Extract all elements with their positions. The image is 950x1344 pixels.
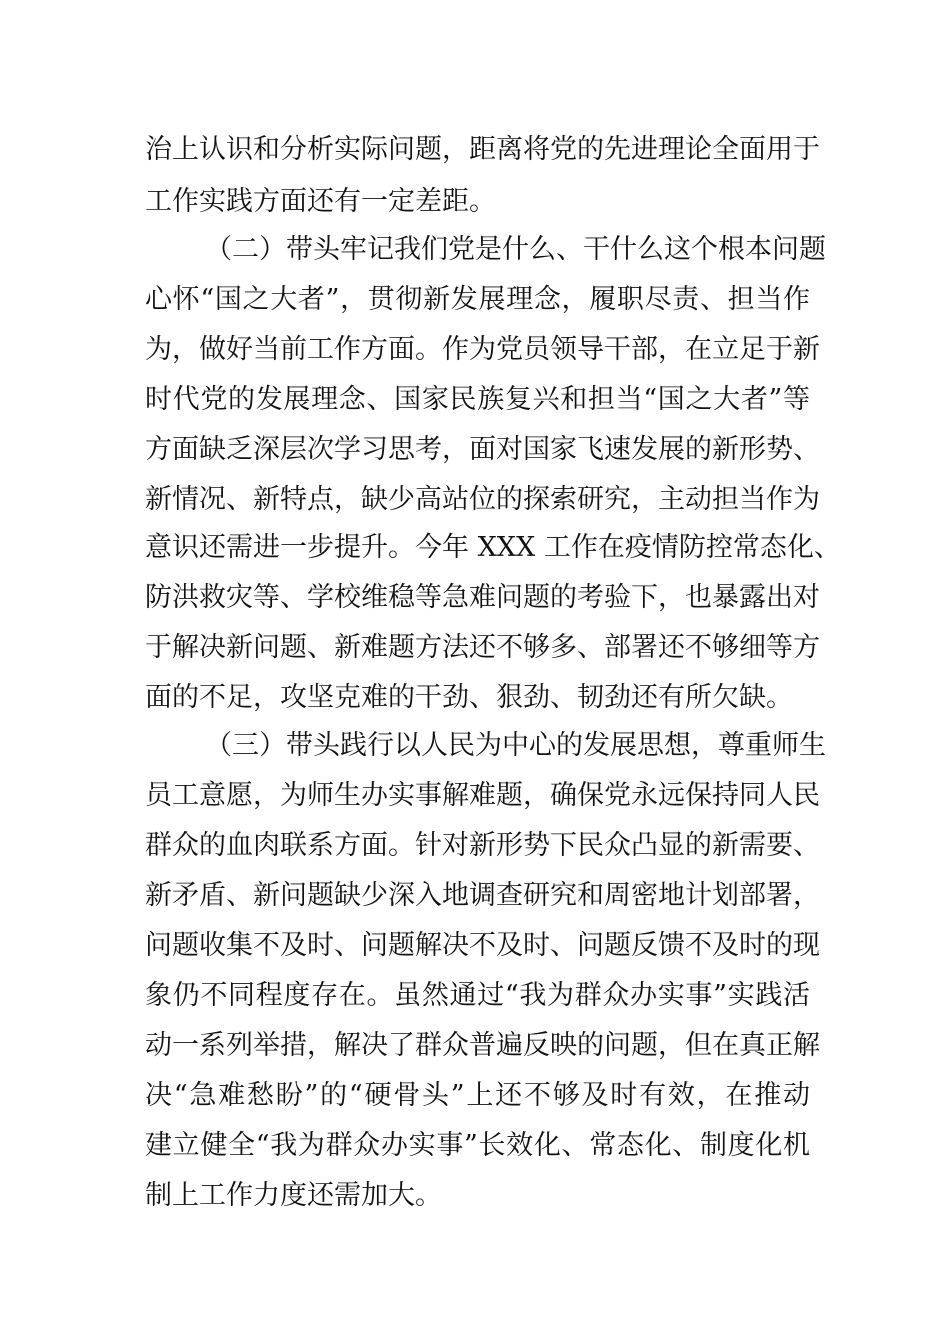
paragraph-heading-3: （三）带头践行以人民为中心的发展思想，尊重师生: [205, 730, 826, 761]
text-line: 防洪救灾等、学校维稳等急难问题的考验下，也暴露出对: [145, 582, 820, 613]
text-line: 员工意愿，为师生办实事解难题，确保党永远保持同人民: [145, 780, 820, 811]
text-line: 决“急难愁盼”的“硬骨头”上还不够及时有效，在推动: [145, 1080, 810, 1111]
paragraph-heading-2: （二）带头牢记我们党是什么、干什么这个根本问题: [205, 234, 826, 265]
text-line: 方面缺乏深层次学习思考，面对国家飞速发展的新形势、: [145, 434, 820, 465]
text-line: 面的不足，攻坚克难的干劲、狠劲、韧劲还有所欠缺。: [145, 682, 793, 713]
text-line: 制上工作力度还需加大。: [145, 1180, 442, 1211]
text-line: 新情况、新特点，缺少高站位的探索研究，主动担当作为: [145, 484, 820, 515]
text-line: 动一系列举措，解决了群众普遍反映的问题，但在真正解: [145, 1030, 820, 1061]
text-line: 治上认识和分析实际问题，距离将党的先进理论全面用于: [145, 134, 820, 165]
text-line: 为，做好当前工作方面。作为党员领导干部，在立足于新: [145, 334, 820, 365]
text-line: 群众的血肉联系方面。针对新形势下民众凸显的新需要、: [145, 830, 820, 861]
text-line: 于解决新问题、新难题方法还不够多、部署还不够细等方: [145, 632, 820, 663]
text-line: 建立健全“我为群众办实事”长效化、常态化、制度化机: [145, 1130, 810, 1161]
text-line: 时代党的发展理念、国家民族复兴和担当“国之大者”等: [145, 384, 810, 415]
text-line: 问题收集不及时、问题解决不及时、问题反馈不及时的现: [145, 930, 820, 961]
text-line: 象仍不同程度存在。虽然通过“我为群众办实事”实践活: [145, 980, 810, 1011]
text-line: 心怀“国之大者”，贯彻新发展理念，履职尽责、担当作: [145, 284, 810, 315]
text-line: 工作实践方面还有一定差距。: [145, 186, 496, 217]
text-line: 意识还需进一步提升。今年 XXX 工作在疫情防控常态化、: [145, 532, 841, 563]
text-line: 新矛盾、新问题缺少深入地调查研究和周密地计划部署，: [145, 880, 820, 911]
